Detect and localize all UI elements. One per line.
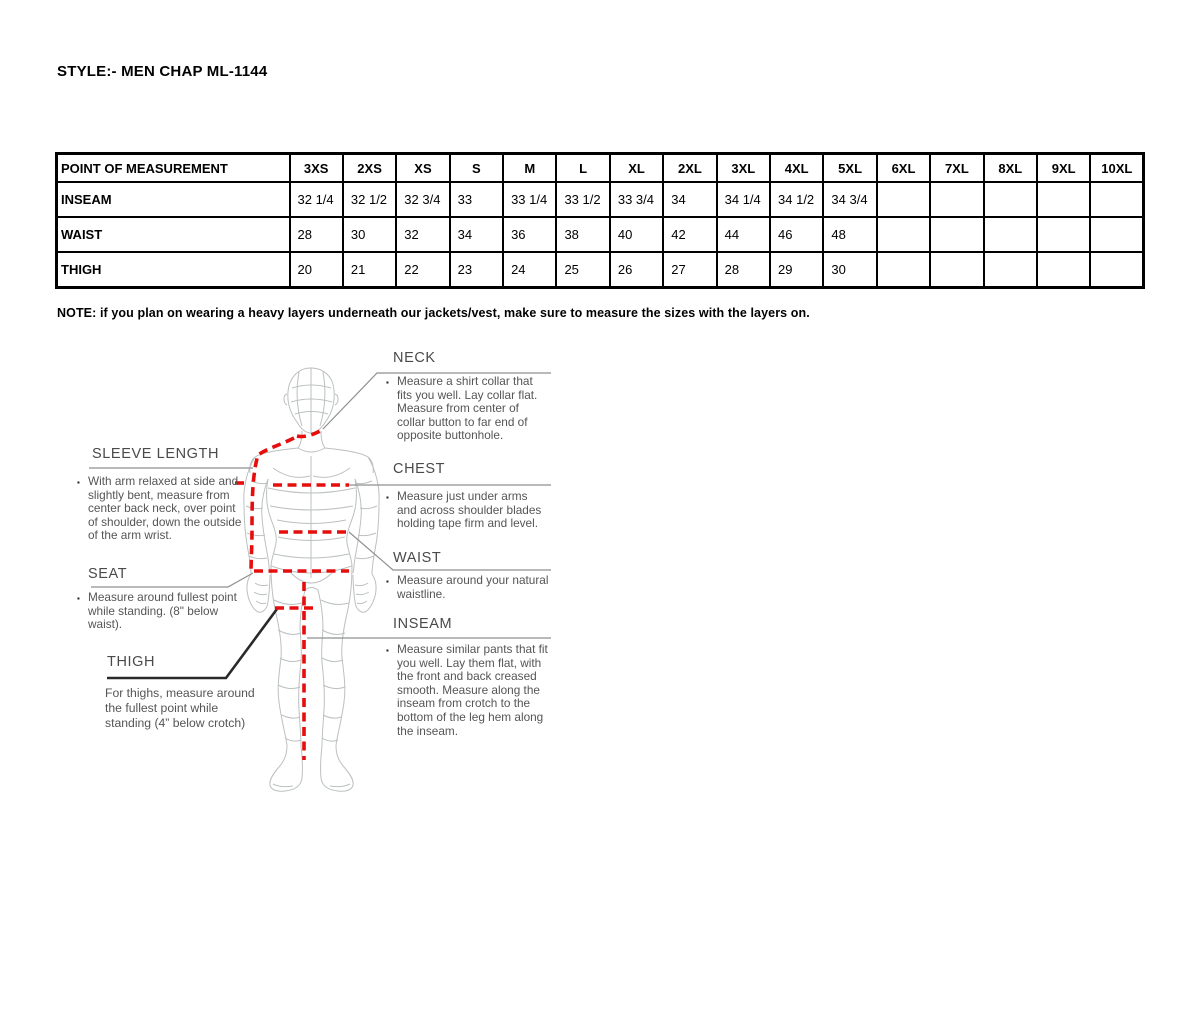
size-value-cell: 30 xyxy=(823,252,876,288)
bullet-square-icon: ▪ xyxy=(386,577,389,586)
size-value-cell: 32 3/4 xyxy=(396,182,449,217)
size-column-header: XL xyxy=(610,154,663,183)
size-value-cell xyxy=(984,252,1037,288)
size-column-header: 6XL xyxy=(877,154,930,183)
size-value-cell: 24 xyxy=(503,252,556,288)
size-value-cell: 23 xyxy=(450,252,503,288)
size-value-cell: 26 xyxy=(610,252,663,288)
guide-desc-neck: Measure a shirt collar that fits you well. Lay collar flat. Measure from center of collar button to far end of opposite buttonhole. xyxy=(397,374,538,443)
size-value-cell xyxy=(1037,252,1090,288)
waist-leader-line xyxy=(349,532,551,570)
size-value-cell: 46 xyxy=(770,217,823,252)
size-value-cell: 30 xyxy=(343,217,396,252)
size-value-cell: 28 xyxy=(717,252,770,288)
size-value-cell xyxy=(930,182,983,217)
size-value-cell: 34 xyxy=(663,182,716,217)
measurement-row-label: INSEAM xyxy=(57,182,290,217)
size-value-cell xyxy=(877,217,930,252)
size-value-cell: 48 xyxy=(823,217,876,252)
size-column-header: M xyxy=(503,154,556,183)
measurement-diagram xyxy=(65,340,557,818)
size-value-cell xyxy=(1037,217,1090,252)
guide-label-neck: NECK xyxy=(393,350,436,366)
size-value-cell: 34 3/4 xyxy=(823,182,876,217)
bullet-square-icon: ▪ xyxy=(386,646,389,655)
size-value-cell: 42 xyxy=(663,217,716,252)
size-value-cell: 34 1/2 xyxy=(770,182,823,217)
size-chart-table xyxy=(55,152,1145,289)
size-value-cell xyxy=(1090,182,1143,217)
size-value-cell xyxy=(984,217,1037,252)
guide-desc-inseam: Measure similar pants that fit you well. Lay them flat, with the front and back creased smooth. Measure along the inseam from crotch to the bottom of the leg hem along the inseam. xyxy=(397,642,548,738)
size-value-cell xyxy=(1037,182,1090,217)
bullet-square-icon: ▪ xyxy=(386,378,389,387)
size-value-cell xyxy=(984,182,1037,217)
size-column-header: S xyxy=(450,154,503,183)
guide-desc-sleeve-length: With arm relaxed at side and slightly bent, measure from center back neck, over point of shoulder, down the outside of the arm wrist. xyxy=(88,474,242,543)
size-value-cell: 44 xyxy=(717,217,770,252)
size-value-cell: 40 xyxy=(610,217,663,252)
size-column-header: 2XS xyxy=(343,154,396,183)
size-column-header: 4XL xyxy=(770,154,823,183)
size-value-cell xyxy=(1090,252,1143,288)
size-column-header: L xyxy=(556,154,609,183)
size-value-cell xyxy=(930,252,983,288)
size-column-header: 10XL xyxy=(1090,154,1143,183)
guide-label-sleeve-length: SLEEVE LENGTH xyxy=(92,446,220,462)
guide-label-chest: CHEST xyxy=(393,461,446,477)
size-value-cell: 34 1/4 xyxy=(717,182,770,217)
guide-desc-waist: Measure around your natural waistline. xyxy=(397,573,549,601)
guide-desc-thigh: For thighs, measure around the fullest point while standing (4” below crotch) xyxy=(105,686,255,730)
size-column-header: 8XL xyxy=(984,154,1037,183)
size-value-cell: 29 xyxy=(770,252,823,288)
size-column-header: XS xyxy=(396,154,449,183)
size-value-cell: 25 xyxy=(556,252,609,288)
size-value-cell: 33 xyxy=(450,182,503,217)
measurement-row-label: THIGH xyxy=(57,252,290,288)
size-value-cell: 32 xyxy=(396,217,449,252)
guide-label-thigh: THIGH xyxy=(107,654,156,670)
size-column-header: 2XL xyxy=(663,154,716,183)
size-value-cell xyxy=(930,217,983,252)
size-value-cell: 38 xyxy=(556,217,609,252)
bullet-square-icon: ▪ xyxy=(77,594,80,603)
guide-desc-seat: Measure around fullest point while standing. (8" below waist). xyxy=(88,590,237,632)
guide-desc-chest: Measure just under arms and across shoulder blades holding tape firm and level. xyxy=(397,489,542,531)
size-value-cell: 34 xyxy=(450,217,503,252)
size-value-cell: 27 xyxy=(663,252,716,288)
size-column-header: 9XL xyxy=(1037,154,1090,183)
bullet-square-icon: ▪ xyxy=(386,493,389,502)
size-column-header: 3XS xyxy=(290,154,343,183)
size-value-cell: 36 xyxy=(503,217,556,252)
guide-label-waist: WAIST xyxy=(393,550,442,566)
size-value-cell: 33 1/2 xyxy=(556,182,609,217)
sleeve-measure-line xyxy=(251,438,294,572)
size-value-cell xyxy=(877,252,930,288)
guide-label-inseam: INSEAM xyxy=(393,616,453,632)
size-column-header: 3XL xyxy=(717,154,770,183)
measurement-row-label: WAIST xyxy=(57,217,290,252)
size-column-header: 7XL xyxy=(930,154,983,183)
size-value-cell xyxy=(877,182,930,217)
document-title: STYLE:- MEN CHAP ML-1144 xyxy=(57,63,268,80)
size-value-cell: 32 1/2 xyxy=(343,182,396,217)
size-column-header: 5XL xyxy=(823,154,876,183)
size-value-cell: 33 1/4 xyxy=(503,182,556,217)
size-value-cell: 22 xyxy=(396,252,449,288)
pom-column-header: POINT OF MEASUREMENT xyxy=(57,154,290,183)
size-value-cell: 33 3/4 xyxy=(610,182,663,217)
guide-label-seat: SEAT xyxy=(88,566,128,582)
size-value-cell: 20 xyxy=(290,252,343,288)
size-value-cell: 21 xyxy=(343,252,396,288)
size-value-cell: 32 1/4 xyxy=(290,182,343,217)
bullet-square-icon: ▪ xyxy=(77,478,80,487)
note-text: NOTE: if you plan on wearing a heavy layers underneath our jackets/vest, make sure to measure the sizes with the layers on. xyxy=(57,306,810,320)
size-value-cell xyxy=(1090,217,1143,252)
size-value-cell: 28 xyxy=(290,217,343,252)
